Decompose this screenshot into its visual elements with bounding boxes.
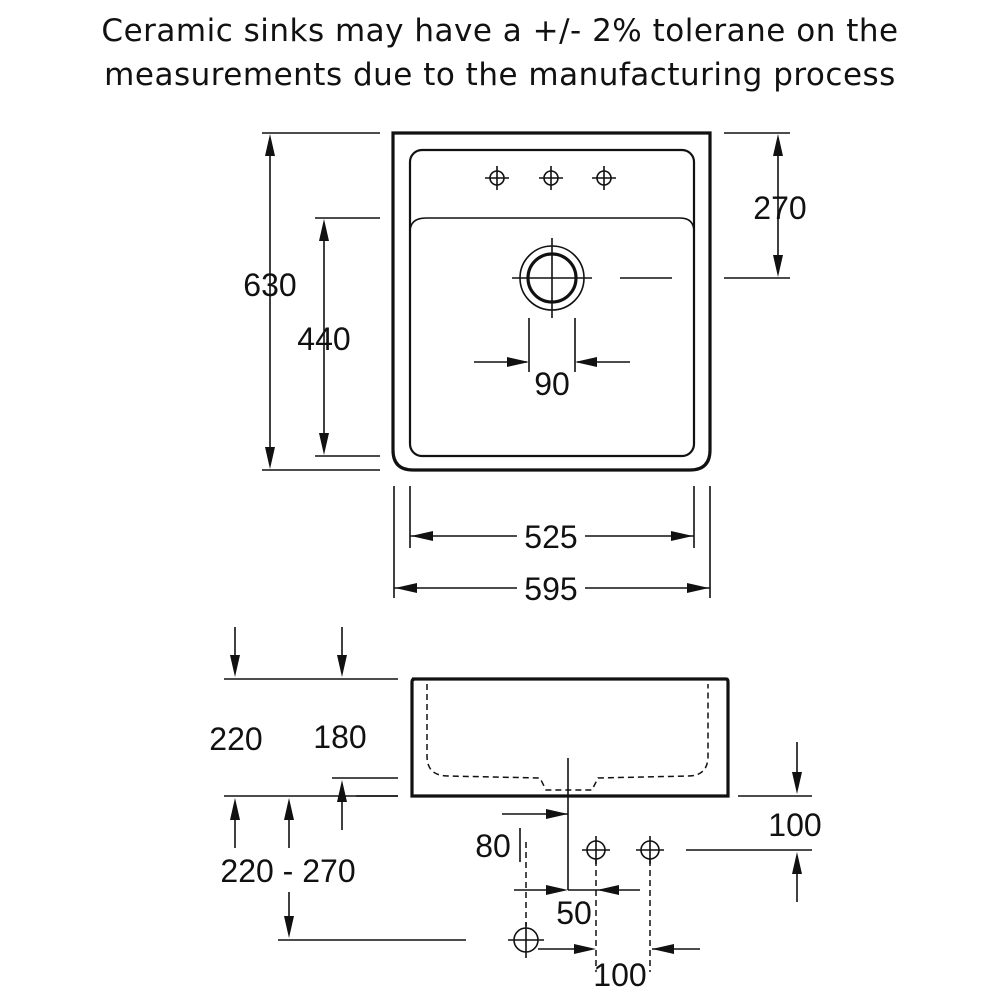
dim-100-tap-spacing: [538, 944, 700, 954]
dim-180-bowl-height: [332, 778, 398, 830]
waste-outlet-icon: [512, 238, 592, 318]
label-270: 270: [753, 190, 807, 226]
dim-80-offset: [502, 809, 568, 862]
label-630: 630: [243, 267, 297, 303]
tap-hole-center-icon: [539, 166, 563, 190]
label-220: 220: [209, 721, 263, 757]
sink-top-view: [393, 133, 710, 470]
tap-connection-2-icon: [636, 836, 664, 864]
dim-50-offset: [514, 885, 640, 895]
dim-side-top-reference: [224, 627, 398, 679]
label-440: 440: [297, 321, 351, 357]
label-595: 595: [524, 571, 578, 607]
waste-pipe-icon: [508, 922, 544, 958]
label-90: 90: [534, 366, 570, 402]
tap-hole-right-icon: [592, 166, 616, 190]
label-80: 80: [475, 828, 511, 864]
label-180: 180: [313, 719, 367, 755]
tap-connection-1-icon: [582, 836, 610, 864]
label-100-vertical: 100: [768, 807, 822, 843]
tolerance-note-line-2: measurements due to the manufacturing process: [104, 57, 896, 93]
label-220-270: 220 - 270: [220, 853, 356, 889]
dim-220-sink-height: [224, 796, 398, 848]
label-525: 525: [524, 519, 578, 555]
sink-side-outline: [412, 679, 728, 796]
sink-side-view: [412, 679, 728, 890]
label-100-horizontal: 100: [593, 957, 647, 993]
bowl-shelf-line: [410, 218, 694, 232]
dim-90-outlet-diameter: [474, 318, 630, 372]
tolerance-note-line-1: Ceramic sinks may have a +/- 2% tolerane on the: [101, 13, 899, 49]
tap-hole-left-icon: [485, 166, 509, 190]
label-50: 50: [556, 895, 592, 931]
